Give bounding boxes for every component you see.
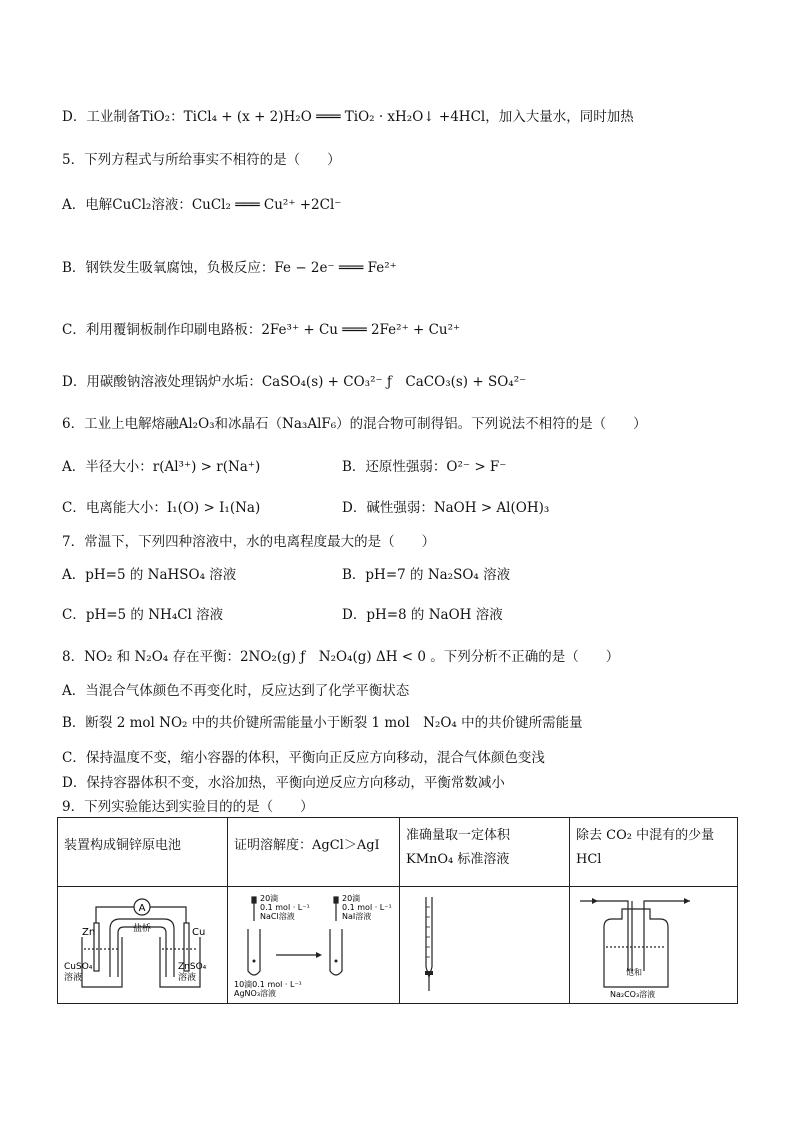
- gas-wash-bottle-figure: [570, 887, 736, 999]
- q5-option-a: A．电解CuCl₂溶液：CuCl₂ ═══ Cu²⁺ +2Cl⁻: [62, 197, 342, 213]
- option-d-previous: D．工业制备TiO₂：TiCl₄ + (x + 2)H₂O ═══ TiO₂ · xH₂O↓ +4HCl，加入大量水，同时加热: [62, 109, 634, 125]
- solution-name: Na₂CO₃溶液: [610, 990, 656, 999]
- right-solution-formula: ZnSO₄: [178, 962, 207, 972]
- q5-option-c: C．利用覆铜板制作印刷电路板：2Fe³⁺ + Cu ═══ 2Fe²⁺ + Cu²⁺: [62, 322, 461, 338]
- question-7: 7．常温下，下列四种溶液中，水的电离程度最大的是（ ）: [62, 534, 436, 550]
- q7-option-a: A．pH=5 的 NaHSO₄ 溶液: [62, 567, 237, 583]
- header-cell-galvanic: 装置构成铜锌原电池: [58, 818, 228, 887]
- question-6: 6．工业上电解熔融Al₂O₃和冰晶石（Na₃AlF₆）的混合物可制得铝。下列说法不相符的是（ ）: [62, 416, 647, 432]
- ammeter-label: A: [138, 903, 146, 914]
- q5-option-d: D．用碳酸钠溶液处理锅炉水垢：CaSO₄(s) + CO₃²⁻ ƒ CaCO₃(s) + SO₄²⁻: [62, 374, 527, 390]
- base-conc: 10滴0.1 mol · L⁻¹: [234, 980, 302, 989]
- figure-cell-galvanic: [58, 887, 228, 1004]
- question-5: 5．下列方程式与所给事实不相符的是（ ）: [62, 152, 341, 168]
- q6-option-b: B．还原性强弱：O²⁻ > F⁻: [342, 459, 507, 475]
- q8-option-a: A．当混合气体颜色不再变化时，反应达到了化学平衡状态: [62, 683, 410, 699]
- q6-option-a: A．半径大小：r(Al³⁺) > r(Na⁺): [62, 459, 261, 475]
- drop1-solution: NaCl溶液: [260, 912, 295, 921]
- q5-option-b: B．钢铁发生吸氧腐蚀，负极反应：Fe − 2e⁻ ═══ Fe²⁺: [62, 260, 397, 276]
- drop2-solution: NaI溶液: [342, 912, 372, 921]
- q7-option-b: B．pH=7 的 Na₂SO₄ 溶液: [342, 567, 511, 583]
- figure-cell-wash-bottle: [570, 887, 738, 1004]
- left-solution-word: 溶液: [64, 973, 83, 983]
- drop1-count: 20滴: [260, 894, 279, 903]
- question-8: 8．NO₂ 和 N₂O₄ 存在平衡：2NO₂(g) ƒ N₂O₄(g) ΔH < 0 。下列分析不正确的是（ ）: [62, 649, 620, 665]
- q8-option-c: C．保持温度不变，缩小容器的体积，平衡向正反应方向移动，混合气体颜色变浅: [62, 750, 545, 766]
- salt-bridge-label: 盐桥: [132, 924, 152, 934]
- header-cell-solubility: 证明溶解度：AgCl＞AgI: [228, 818, 400, 887]
- figure-cell-solubility: [228, 887, 400, 1004]
- left-solution-formula: CuSO₄: [64, 962, 93, 972]
- q8-option-b: B．断裂 2 mol NO₂ 中的共价键所需能量小于断裂 1 mol N₂O₄ 中的共价键所需能量: [62, 715, 583, 731]
- q7-option-c: C．pH=5 的 NH₄Cl 溶液: [62, 607, 224, 623]
- question-9: 9．下列实验能达到实验目的的是（ ）: [62, 799, 314, 815]
- cu-label: Cu: [192, 927, 206, 938]
- q6-option-d: D．碱性强弱：NaOH > Al(OH)₃: [342, 500, 550, 516]
- base-solution: AgNO₃溶液: [234, 989, 277, 998]
- solution-saturated: 饱和: [626, 968, 642, 977]
- right-solution-word: 溶液: [178, 973, 197, 983]
- q6-option-c: C．电离能大小：I₁(O) > I₁(Na): [62, 500, 261, 516]
- drop2-conc: 0.1 mol · L⁻¹: [342, 903, 392, 912]
- q7-option-d: D．pH=8 的 NaOH 溶液: [342, 607, 503, 623]
- drop1-conc: 0.1 mol · L⁻¹: [260, 903, 310, 912]
- experiment-table: [57, 817, 738, 1004]
- figure-cell-burette: [400, 887, 570, 1004]
- test-tube-figure: [228, 887, 398, 999]
- burette-figure: [400, 887, 568, 999]
- table-figure-row: [58, 887, 738, 1004]
- header-cell-measure: 准确量取一定体积 KMnO₄ 标准溶液: [400, 818, 570, 887]
- table-header-row: [58, 818, 738, 887]
- header-cell-remove-hcl: 除去 CO₂ 中混有的少量 HCl: [570, 818, 738, 887]
- galvanic-cell-figure: [58, 887, 226, 999]
- q8-option-d: D．保持容器体积不变，水浴加热，平衡向逆反应方向移动，平衡常数减小: [62, 775, 505, 791]
- drop2-count: 20滴: [342, 894, 361, 903]
- zn-label: Zn: [82, 927, 96, 938]
